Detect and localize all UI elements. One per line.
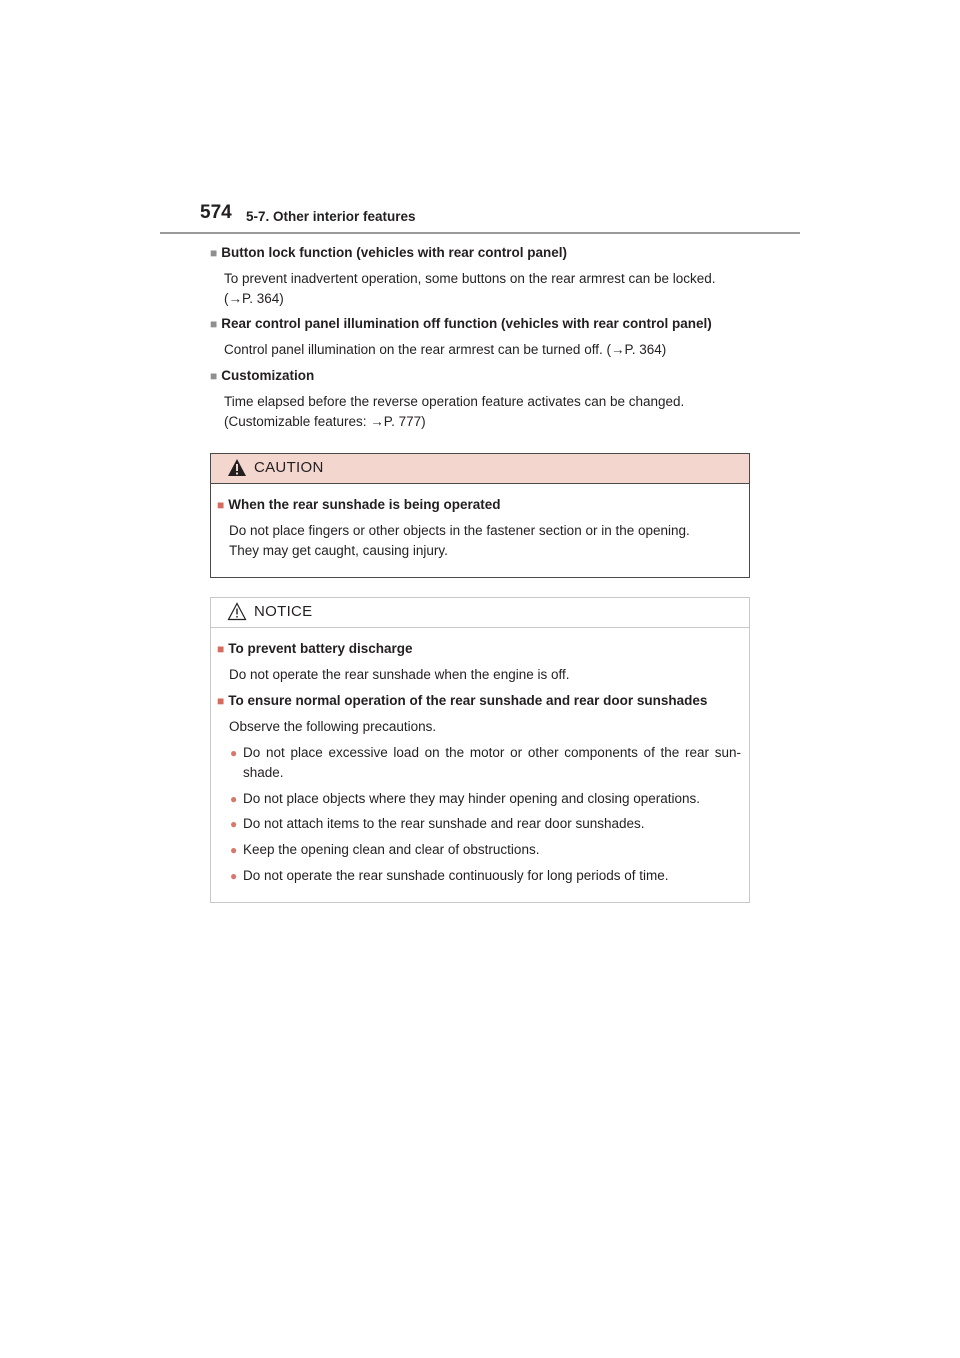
page-reference-link[interactable]: (→P. 364) xyxy=(224,291,284,306)
notice-bullet: ● Do not place objects where they may hinder opening and closing operations. xyxy=(230,789,741,809)
circle-bullet-icon: ● xyxy=(230,792,238,806)
info-item-button-lock xyxy=(210,243,770,309)
info-item-customization xyxy=(210,366,770,432)
circle-bullet-icon: ● xyxy=(230,817,238,831)
page-header xyxy=(160,202,800,234)
item-heading: ■ Rear control panel illumination off function (vehicles with rear control panel) xyxy=(210,316,712,331)
square-bullet-icon: ■ xyxy=(217,642,225,656)
square-bullet-icon: ■ xyxy=(217,498,225,512)
caution-title: CAUTION xyxy=(254,459,324,476)
notice-box xyxy=(210,597,750,903)
circle-bullet-icon: ● xyxy=(230,843,238,857)
caution-box xyxy=(210,453,750,578)
notice-heading-operation: ■ To ensure normal operation of the rear sunshade and rear door sunshades xyxy=(217,693,708,708)
item-body: Time elapsed before the reverse operation feature activates can be changed. (Customizable features: →P. 777) xyxy=(224,392,770,432)
notice-heading-battery: ■ To prevent battery discharge xyxy=(217,641,413,656)
info-item-illumination-off xyxy=(210,314,770,360)
square-bullet-icon: ■ xyxy=(210,317,218,331)
page-number: 574 xyxy=(200,202,232,223)
notice-bullet: ● Keep the opening clean and clear of obstructions. xyxy=(230,840,741,860)
caution-heading: ■ When the rear sunshade is being operated xyxy=(217,497,501,512)
circle-bullet-icon: ● xyxy=(230,869,238,883)
header-divider xyxy=(160,232,800,234)
notice-title: NOTICE xyxy=(254,603,313,620)
notice-bullet: ● Do not operate the rear sunshade continuously for long periods of time. xyxy=(230,866,741,886)
notice-bullet: ● Do not attach items to the rear sunshade and rear door sunshades. xyxy=(230,814,741,834)
item-body: To prevent inadvertent operation, some buttons on the rear armrest can be locked. (→P. 364) xyxy=(224,269,770,309)
square-bullet-icon: ■ xyxy=(217,694,225,708)
section-title: 5-7. Other interior features xyxy=(246,209,416,224)
warning-triangle-icon xyxy=(227,602,247,621)
caution-text: Do not place fingers or other objects in the fastener section or in the opening. They may get caught, causing injury. xyxy=(229,523,690,558)
notice-header xyxy=(211,598,749,628)
page-reference-link[interactable]: (Customizable features: →P. 777) xyxy=(224,414,426,429)
item-heading: ■ Button lock function (vehicles with rear control panel) xyxy=(210,245,568,260)
square-bullet-icon: ■ xyxy=(210,369,218,383)
item-heading: ■ Customization xyxy=(210,368,315,383)
circle-bullet-icon: ● xyxy=(230,746,238,760)
notice-content xyxy=(217,639,741,902)
item-body: Control panel illumination on the rear armrest can be turned off. (→P. 364) xyxy=(224,342,667,357)
warning-triangle-icon xyxy=(227,458,247,477)
square-bullet-icon: ■ xyxy=(210,246,218,260)
notice-bullet: ● Do not place excessive load on the motor or other components of the rear sun-shade. xyxy=(230,745,741,780)
notice-text-battery: Do not operate the rear sunshade when the engine is off. xyxy=(229,667,570,682)
notice-text-precautions: Observe the following precautions. xyxy=(229,719,437,734)
caution-header xyxy=(211,454,749,484)
